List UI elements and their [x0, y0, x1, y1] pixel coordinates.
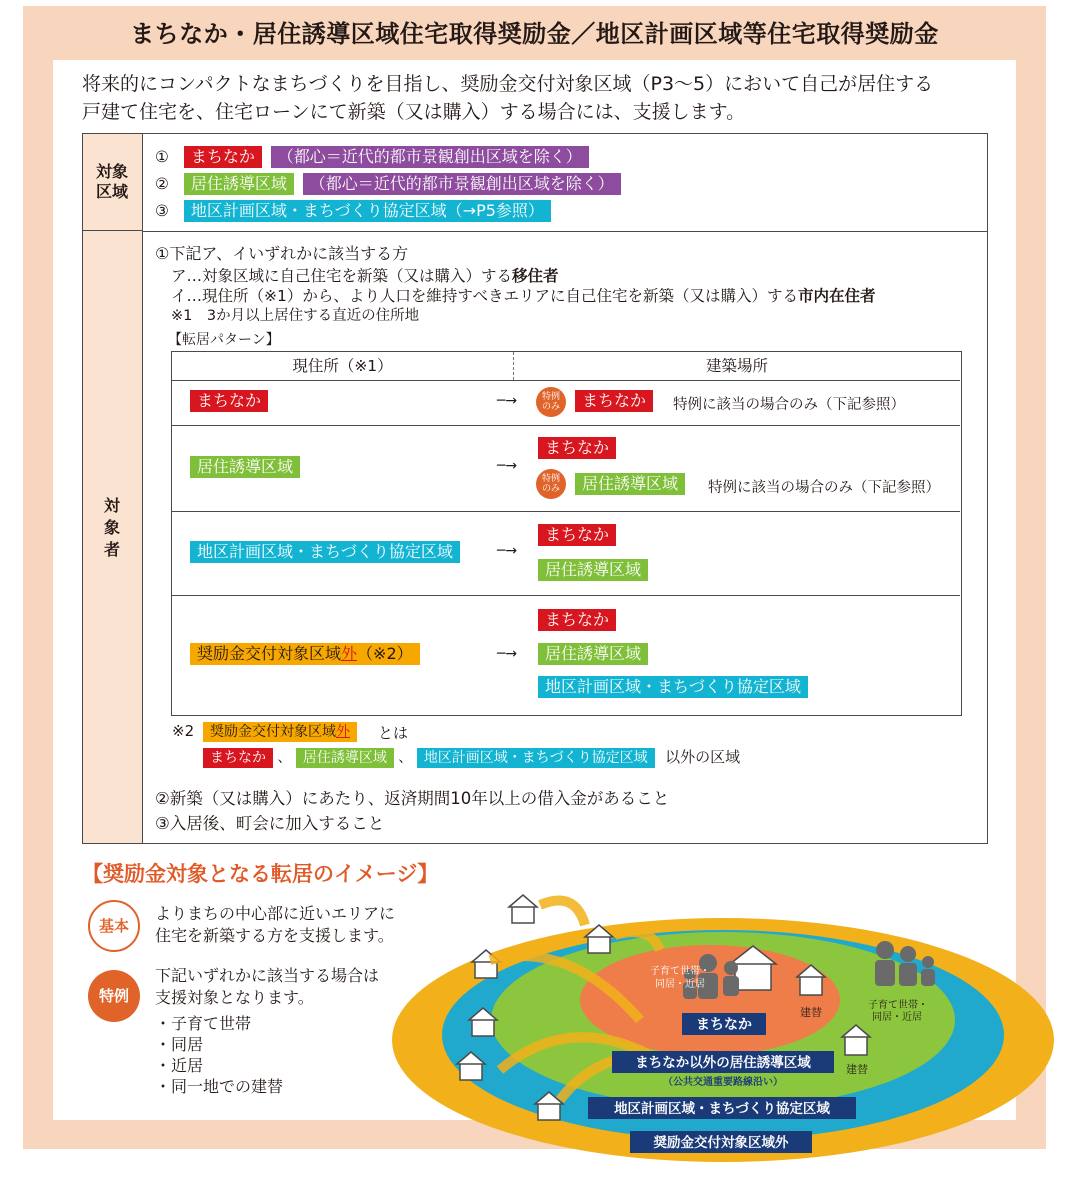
condition-1: ①下記ア、イいずれかに該当する方	[155, 244, 409, 263]
family-right-line2: 同居・近居	[872, 1012, 922, 1023]
r4-to2-tag: 居住誘導区域	[538, 643, 648, 665]
special-badge: 特例	[88, 970, 140, 1022]
family-left-line2: 同居・近居	[655, 979, 705, 990]
target-header-cell	[83, 231, 143, 843]
r2-to2-tag: 居住誘導区域	[575, 473, 685, 495]
family-right-line1: 子育て世帯・	[868, 1000, 928, 1011]
r4-to3-tag: 地区計画区域・まちづくり協定区域	[538, 676, 808, 698]
note-1: ※1 3か月以上居住する直近の住所地	[171, 308, 420, 324]
arrow-icon: ─→	[497, 458, 518, 474]
r1-to-tag: まちなか	[575, 390, 653, 412]
condition-i-bold: 市内在住者	[798, 287, 876, 305]
area-row-3	[155, 200, 551, 222]
image-section-title: 【奨励金対象となる転居のイメージ】	[82, 862, 439, 886]
r4-from-text: 奨励金交付対象区域	[197, 644, 342, 663]
area-note-1: （都心＝近代的都市景観創出区域を除く）	[271, 146, 589, 168]
area-note-2: （都心＝近代的都市景観創出区域を除く）	[303, 173, 621, 195]
r3-from-tag: 地区計画区域・まちづくり協定区域	[190, 541, 460, 563]
note-2-item-kyoju: 居住誘導区域	[296, 748, 394, 768]
pattern-line	[172, 511, 960, 512]
condition-a-text: ア…対象区域に自己住宅を新築（又は購入）する	[171, 267, 513, 285]
r3-to2-tag: 居住誘導区域	[538, 559, 648, 581]
intro-line-2: 戸建て住宅を、住宅ローンにて新築（又は購入）する場合には、支援します。	[82, 101, 746, 123]
special-item: ・近居	[155, 1056, 204, 1075]
r4-from-note: （※2）	[357, 644, 413, 663]
special-item: ・同一地での建替	[155, 1077, 284, 1096]
target-header-char3: 者	[103, 540, 120, 559]
arrow-icon: ─→	[497, 646, 518, 662]
table-divider	[143, 231, 987, 232]
r1-note: 特例に該当の場合のみ（下記参照）	[673, 397, 905, 413]
r2-to1-tag: まちなか	[538, 437, 616, 459]
special-item: ・同居	[155, 1035, 204, 1054]
arrow-icon: ─→	[497, 393, 518, 409]
r3-to1-tag: まちなか	[538, 524, 616, 546]
r2-from-tag: 居住誘導区域	[190, 456, 300, 478]
intro-line-1: 将来的にコンパクトなまちづくりを目指し、奨励金交付対象区域（P3～5）において自己が居住する	[82, 73, 934, 95]
condition-a	[171, 264, 559, 286]
ring-outer-label: 奨励金交付対象区域外	[653, 1135, 789, 1151]
area-header-line2: 区域	[95, 182, 128, 201]
target-header-char2: 象	[103, 518, 120, 537]
area-tag-chiku: 地区計画区域・まちづくり協定区域（→P5参照）	[184, 200, 551, 222]
note-2-item-chiku: 地区計画区域・まちづくり協定区域	[417, 748, 655, 768]
special-only-badge: 特例 のみ	[536, 387, 566, 417]
family-left-line1: 子育て世帯・	[650, 966, 710, 977]
pattern-line	[172, 380, 960, 381]
area-tag-kyoju: 居住誘導区域	[184, 173, 294, 195]
rebuild-label: 建替	[800, 1006, 822, 1019]
col-current-address: 現住所（※1）	[292, 357, 393, 375]
r4-from-outside: 外	[341, 644, 358, 663]
note-2-end: 以外の区域	[665, 748, 741, 766]
special-items	[155, 1013, 283, 1097]
arrow-icon: ─→	[497, 543, 518, 559]
basic-badge: 基本	[88, 900, 140, 952]
condition-a-bold: 移住者	[512, 267, 559, 285]
condition-i	[171, 284, 876, 306]
special-text: 下記いずれかに該当する場合は 支援対象となります。	[155, 966, 380, 1007]
area-header-line1: 対象	[95, 162, 128, 181]
special-item: ・子育て世帯	[155, 1014, 252, 1033]
note-2-list: まちなか 、 居住誘導区域 、 地区計画区域・まちづくり協定区域 以外の区域	[203, 746, 740, 768]
ring-induction-label: まちなか以外の居住誘導区域	[635, 1055, 811, 1071]
area-num-1: ①	[155, 148, 169, 166]
area-row-2	[155, 173, 621, 195]
r1-from-tag: まちなか	[190, 390, 268, 412]
basic-text: よりまちの中心部に近いエリアに 住宅を新築する方を支援します。	[155, 904, 396, 945]
intro-text	[82, 70, 1002, 126]
condition-2: ②新築（又は購入）にあたり、返済期間10年以上の借入金があること	[155, 789, 670, 808]
pattern-line	[172, 425, 960, 426]
note-2-item-machinaka: まちなか	[203, 748, 273, 768]
r4-from-tag	[190, 643, 420, 665]
pattern-line	[172, 595, 960, 596]
relocation-ring-diagram	[390, 880, 1058, 1162]
page-title: まちなか・居住誘導区域住宅取得奨励金／地区計画区域等住宅取得奨励金	[130, 20, 939, 48]
note-2-toha: とは	[378, 724, 409, 742]
area-row-1	[155, 146, 589, 168]
r4-to1-tag: まちなか	[538, 609, 616, 631]
rebuild-label-2: 建替	[846, 1063, 868, 1076]
area-num-2: ②	[155, 175, 169, 193]
pattern-label: 【転居パターン】	[168, 332, 280, 348]
note-2-mark: ※2	[172, 722, 195, 740]
area-num-3: ③	[155, 202, 169, 220]
ring-planning-label: 地区計画区域・まちづくり協定区域	[614, 1101, 830, 1117]
ring-induction-sub: （公共交通重要路線沿い）	[663, 1077, 783, 1088]
area-tag-machinaka: まちなか	[184, 146, 262, 168]
condition-i-text: イ…現住所（※1）から、より人口を維持すべきエリアに自己住宅を新築（又は購入）する	[171, 287, 799, 305]
condition-3: ③入居後、町会に加入すること	[155, 814, 385, 833]
area-header-cell	[83, 134, 143, 231]
target-header-char1: 対	[103, 496, 120, 515]
r2-note: 特例に該当の場合のみ（下記参照）	[708, 480, 940, 496]
special-only-badge: 特例 のみ	[536, 469, 566, 499]
note-2-tag: 奨励金交付対象区域外	[203, 722, 357, 742]
col-build-location: 建築場所	[705, 357, 768, 375]
ring-center-label: まちなか	[696, 1017, 752, 1033]
